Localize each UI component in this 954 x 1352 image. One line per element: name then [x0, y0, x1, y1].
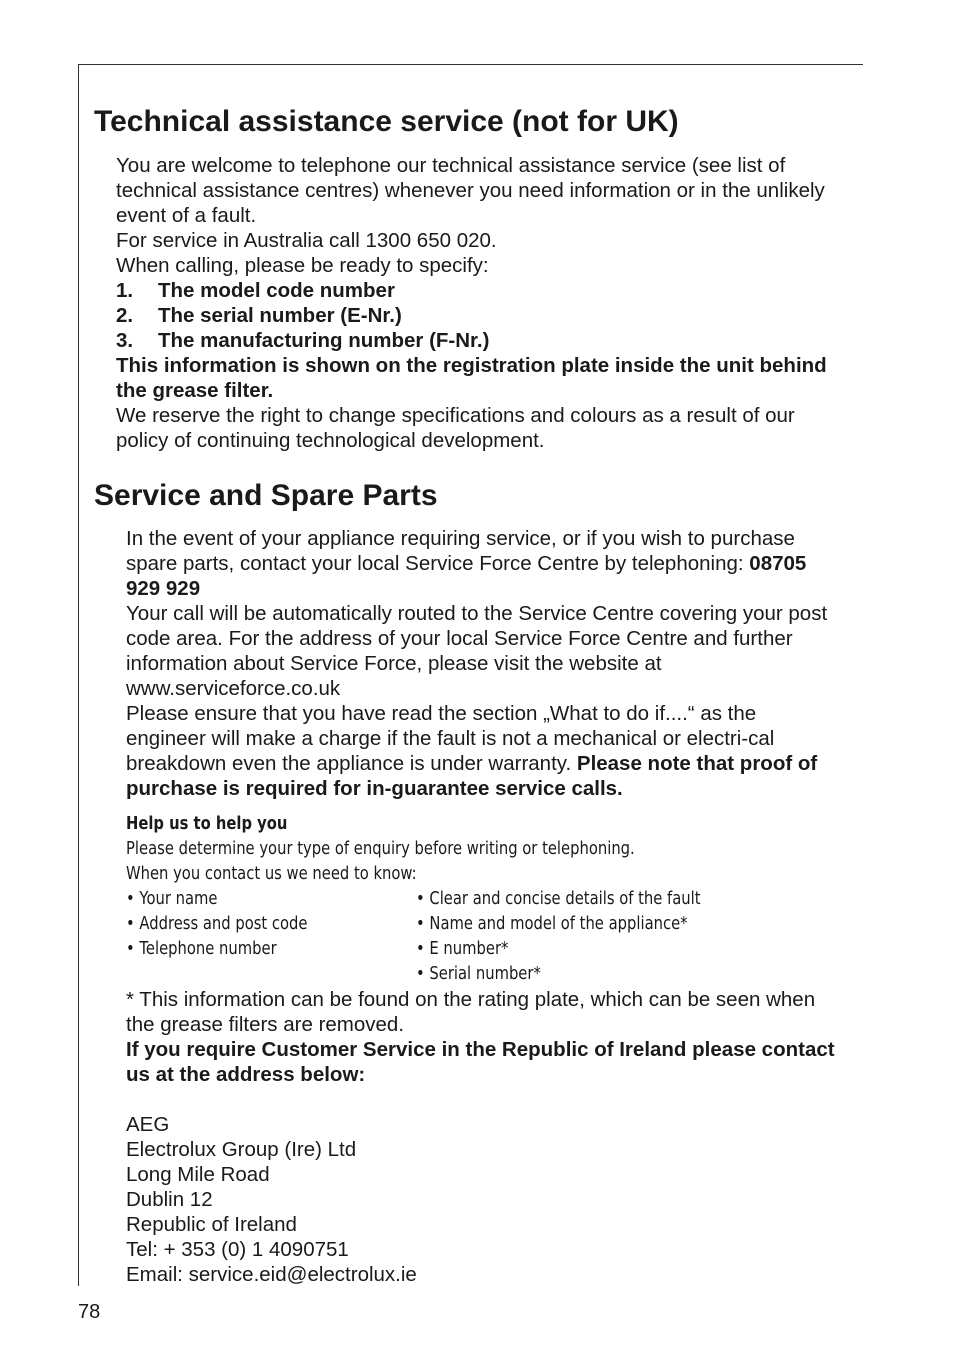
help-us-section: [126, 811, 841, 986]
list-item: 2. The serial number (E-Nr.): [116, 304, 402, 327]
list-item: 1. The model code number: [116, 279, 395, 302]
address-email: Email: service.eid@electrolux.ie: [126, 1263, 417, 1286]
address-phone: Tel: + 353 (0) 1 4090751: [126, 1238, 349, 1261]
help-title: Help us to help you: [126, 813, 288, 834]
help-left-column: [126, 886, 347, 961]
frame-top-rule: [78, 64, 863, 65]
page-number: 78: [78, 1301, 101, 1323]
heading-technical-assistance: Technical assistance service (not for UK): [94, 105, 679, 138]
list-item: • Name and model of the appliance*: [416, 913, 688, 934]
ireland-note: If you require Customer Service in the Republic of Ireland please contact us at the address below:: [126, 1038, 835, 1086]
frame-left-rule: [78, 64, 79, 1286]
list-item: • Telephone number: [126, 938, 277, 959]
help-columns: [126, 886, 841, 986]
list-item: 3. The manufacturing number (F-Nr.): [116, 329, 490, 352]
list-item: • E number*: [416, 938, 509, 959]
ireland-address: [126, 1112, 841, 1287]
address-line: Dublin 12: [126, 1188, 213, 1211]
help-line1: Please determine your type of enquiry before writing or telephoning.: [126, 838, 635, 859]
spare-p3: Please ensure that you have read the section „What to do if....“ as the engineer will make a charge if the fault is not a mechanical or electri-cal breakdown even the appliance is under warranty. Please note that proof of purchase is required for in-guarantee service calls.: [126, 702, 818, 800]
rating-plate-note: * This information can be found on the rating plate, which can be seen when the grease filters are removed.: [126, 988, 816, 1036]
list-item: • Clear and concise details of the fault: [416, 888, 701, 909]
list-item: • Your name: [126, 888, 218, 909]
heading-service-spare-parts: Service and Spare Parts: [94, 479, 438, 512]
tech-australia: For service in Australia call 1300 650 020.: [116, 229, 497, 252]
list-item: • Address and post code: [126, 913, 308, 934]
service-spare-body: [126, 526, 841, 801]
spare-p1: In the event of your appliance requiring service, or if you wish to purchase spare parts, contact your local Service Force Centre by telephoning: 08705 929 929: [126, 527, 807, 600]
address-line: Electrolux Group (Ire) Ltd: [126, 1138, 357, 1161]
tech-intro: You are welcome to telephone our technical assistance service (see list of technical assistance centres) whenever you need information or in the unlikely event of a fault.: [116, 154, 825, 227]
service-phone: 08705 929 929: [126, 552, 807, 600]
tech-calling: When calling, please be ready to specify:: [116, 254, 489, 277]
help-line2: When you contact us we need to know:: [126, 863, 417, 884]
address-line: Republic of Ireland: [126, 1213, 297, 1236]
after-help-text: [126, 987, 841, 1087]
address-line: Long Mile Road: [126, 1163, 270, 1186]
tech-reserve: We reserve the right to change specifications and colours as a result of our policy of continuing technological development.: [116, 404, 795, 452]
technical-assistance-body: [116, 153, 836, 453]
spare-p2: Your call will be automatically routed to the Service Centre covering your post code area. For the address of your local Service Force Centre and further information about Service Force, please visit the website at www.serviceforce.co.uk: [126, 602, 828, 700]
list-item: • Serial number*: [416, 963, 541, 984]
address-line: AEG: [126, 1113, 170, 1136]
tech-plate-note: This information is shown on the registration plate inside the unit behind the grease filter.: [116, 354, 827, 402]
help-right-column: [416, 886, 763, 986]
